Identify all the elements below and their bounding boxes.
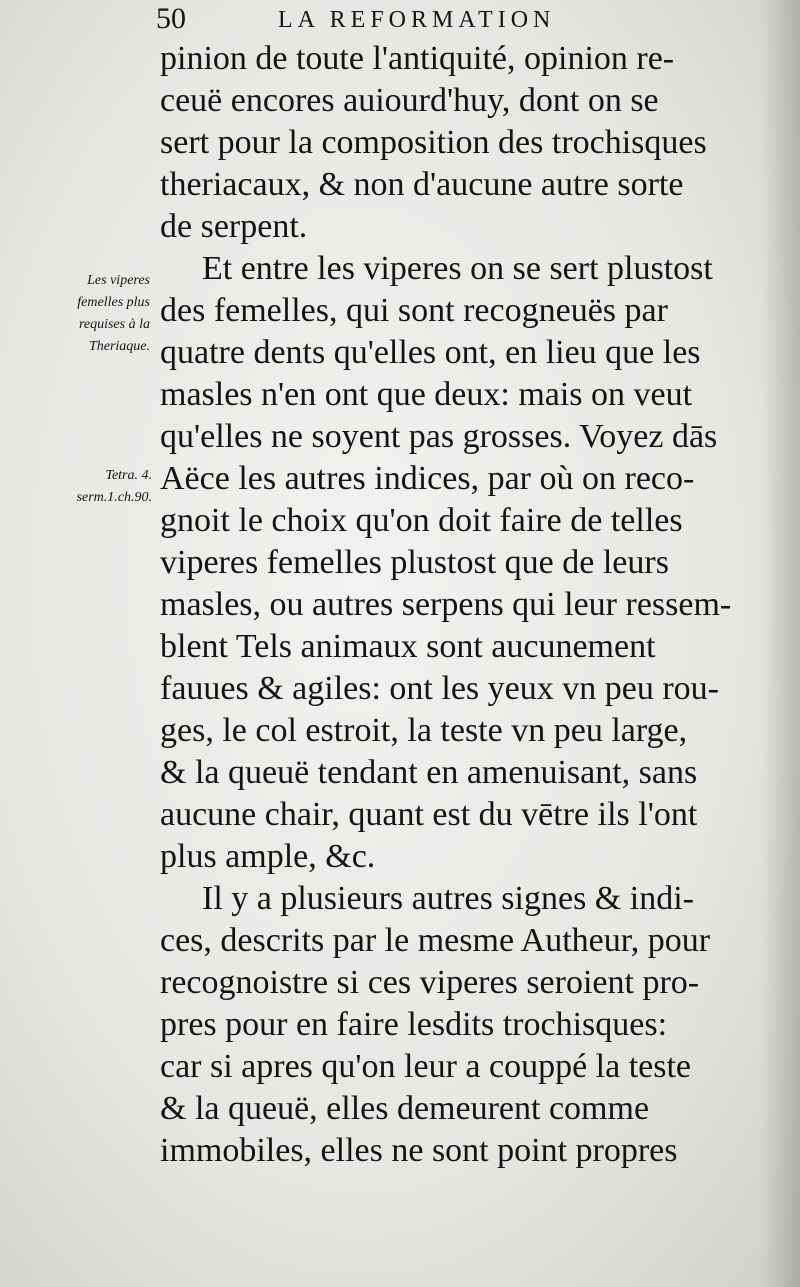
text-line: & la queuë tendant en amenuisant, sans	[160, 754, 698, 791]
margin-note-line: serm.1.ch.90.	[76, 490, 152, 505]
running-title: LA REFORMATION	[278, 7, 556, 33]
margin-note-line: femelles plus	[77, 295, 150, 310]
text-line: immobiles, elles ne sont point propres	[160, 1132, 678, 1169]
text-line: recognoistre si ces viperes seroient pro-	[160, 964, 700, 1001]
text-line: ges, le col estroit, la teste vn peu large,	[160, 712, 688, 749]
margin-note-line: requises à la	[78, 317, 150, 332]
text-line: blent Tels animaux sont aucunement	[160, 628, 656, 665]
text-line: masles n'en ont que deux: mais on veut	[160, 376, 693, 413]
text-line: gnoit le choix qu'on doit faire de telles	[160, 502, 683, 539]
text-line: car si apres qu'on leur a couppé la teste	[160, 1048, 692, 1085]
text-line: Aëce les autres indices, par où on reco-	[160, 460, 695, 497]
text-line: Il y a plusieurs autres signes & indi-	[202, 880, 694, 917]
text-line: de serpent.	[160, 208, 308, 245]
margin-note-reference	[40, 465, 152, 509]
text-line: pres pour en faire lesdits trochisques:	[160, 1006, 668, 1043]
text-line: fauues & agiles: ont les yeux vn peu rou-	[160, 670, 719, 707]
text-line: Et entre les viperes on se sert plustost	[202, 250, 713, 287]
text-line: ceuë encores auiourd'huy, dont on se	[160, 82, 659, 119]
page-gutter-shadow	[760, 0, 800, 1287]
text-line: des femelles, qui sont recogneuës par	[160, 292, 668, 329]
text-line: aucune chair, quant est du vētre ils l'ont	[160, 796, 698, 833]
text-line: ces, descrits par le mesme Autheur, pour	[160, 922, 711, 959]
text-line: quatre dents qu'elles ont, en lieu que les	[160, 334, 701, 371]
text-line: masles, ou autres serpens qui leur ressem-	[160, 586, 732, 623]
margin-note-viperes	[40, 270, 150, 358]
page-number: 50	[156, 2, 186, 35]
text-line: sert pour la composition des trochisques	[160, 124, 707, 161]
margin-note-line: Les viperes	[87, 273, 150, 288]
running-head	[150, 2, 770, 36]
text-line: theriacaux, & non d'aucune autre sorte	[160, 166, 684, 203]
margin-note-line: Theriaque.	[88, 339, 150, 354]
text-line: qu'elles ne soyent pas grosses. Voyez dās	[160, 418, 718, 455]
text-line: & la queuë, elles demeurent comme	[160, 1090, 650, 1127]
text-line: viperes femelles plustost que de leurs	[160, 544, 669, 581]
body-text	[160, 38, 760, 1172]
text-line: plus ample, &c.	[160, 838, 376, 875]
margin-note-line: Tetra. 4.	[105, 468, 152, 483]
text-line: pinion de toute l'antiquité, opinion re-	[160, 40, 675, 77]
